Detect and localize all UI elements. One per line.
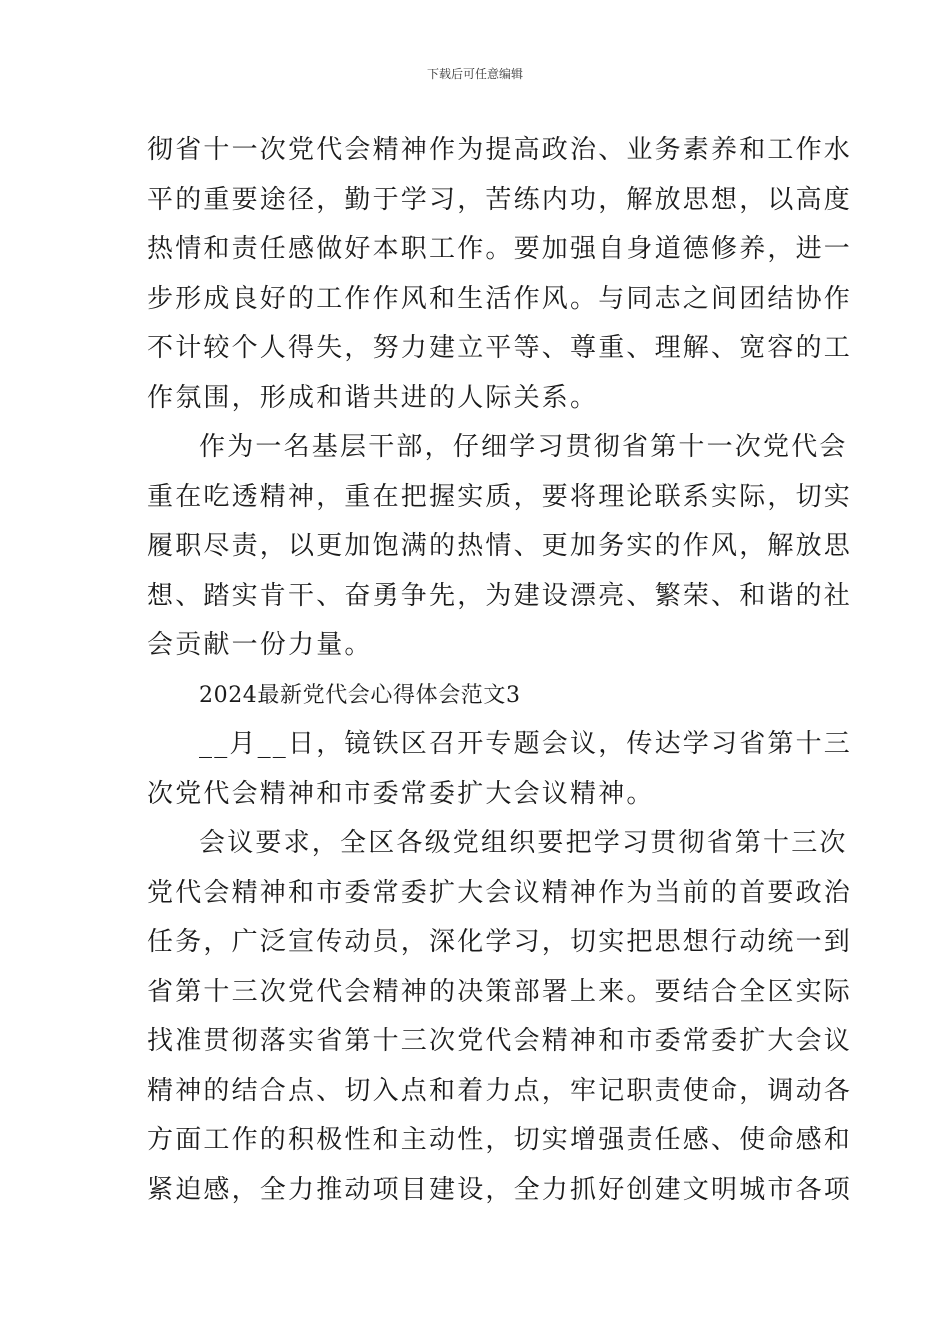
body-line: 平的重要途径，勤于学习，苦练内功，解放思想，以高度 xyxy=(147,184,853,215)
page-header-note: 下载后可任意编辑 xyxy=(426,67,523,81)
body-line: 精神的结合点、切入点和着力点，牢记职责使命，调动各 xyxy=(147,1075,853,1106)
body-line: 任务，广泛宣传动员，深化学习，切实把思想行动统一到 xyxy=(147,927,853,957)
paragraph-first-line: 会议要求，全区各级党组织要把学习贯彻省第十三次 xyxy=(199,828,848,858)
body-line: 紧迫感，全力推动项目建设，全力抓好创建文明城市各项 xyxy=(147,1174,853,1205)
paragraph-first-line: __月__日，镜铁区召开专题会议，传达学习省第十三 xyxy=(199,729,853,759)
body-line: 步形成良好的工作作风和生活作风。与同志之间团结协作 xyxy=(147,283,853,314)
body-line: 不计较个人得失，努力建立平等、尊重、理解、宽容的工 xyxy=(147,333,853,363)
body-line: 党代会精神和市委常委扩大会议精神作为当前的首要政治 xyxy=(147,877,853,908)
body-line: 会贡献一份力量。 xyxy=(147,630,373,660)
body-line: 重在吃透精神，重在把握实质，要将理论联系实际，切实 xyxy=(147,481,853,512)
body-line: 次党代会精神和市委常委扩大会议精神。 xyxy=(147,778,655,809)
body-line: 热情和责任感做好本职工作。要加强自身道德修养，进一 xyxy=(147,234,853,264)
document-body xyxy=(147,126,853,1215)
body-line: 履职尽责，以更加饱满的热情、更加务实的作风，解放思 xyxy=(147,531,853,561)
body-line: 想、踏实肯干、奋勇争先，为建设漂亮、繁荣、和谐的社 xyxy=(147,580,853,611)
body-line: 找准贯彻落实省第十三次党代会精神和市委常委扩大会议 xyxy=(147,1026,853,1056)
paragraph-first-line: 作为一名基层干部，仔细学习贯彻省第十一次党代会 xyxy=(199,432,848,462)
body-line: 方面工作的积极性和主动性，切实增强责任感、使命感和 xyxy=(147,1125,853,1155)
section-heading: 2024最新党代会心得体会范文3 xyxy=(199,682,521,708)
body-line: 省第十三次党代会精神的决策部署上来。要结合全区实际 xyxy=(147,976,853,1007)
body-line: 彻省十一次党代会精神作为提高政治、业务素养和工作水 xyxy=(147,135,853,165)
body-line: 作氛围，形成和谐共进的人际关系。 xyxy=(147,382,599,413)
